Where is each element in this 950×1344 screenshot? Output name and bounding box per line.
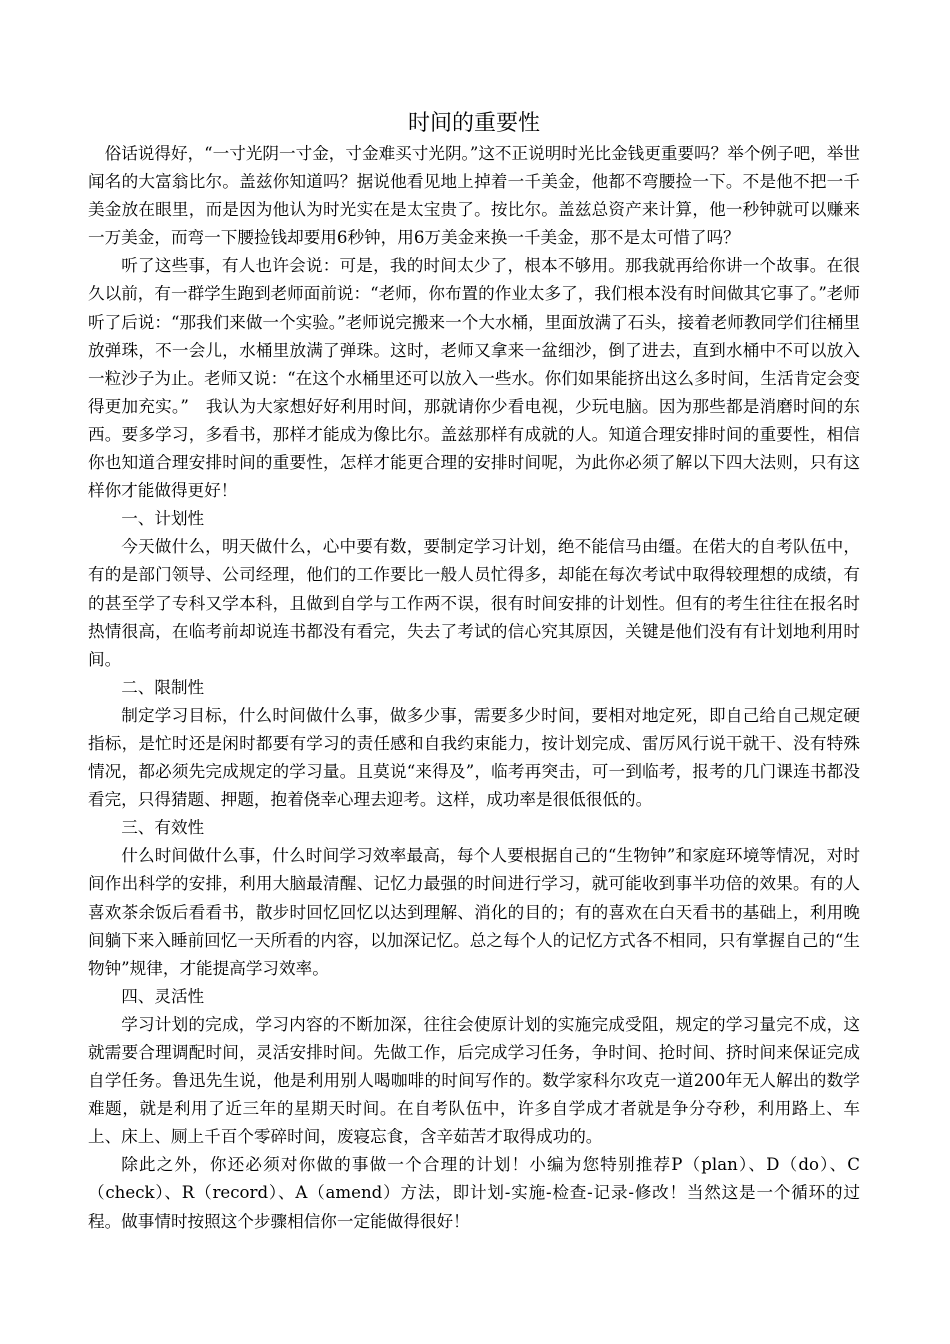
section-body-planning: 今天做什么，明天做什么，心中要有数，要制定学习计划，绝不能信马由缰。在偌大的自考队伍中，有的是部门领导、公司经理，他们的工作要比一般人员忙得多，却能在每次考试中取得较理想的成绩，有的甚至学了专科又学本科，且做到自学与工作两不误，很有时间安排的计划性。但有的考生往往在报名时热情很高，在临考前却说连书都没有看完，失去了考试的信心究其原因，关键是他们没有有计划地利用时间。 [88, 537, 860, 669]
closing-paragraph: 除此之外，你还必须对你做的事做一个合理的计划！小编为您特别推荐P（plan）、D（do）、C（check）、R（record）、A（amend）方法，即计划-实施-检查-记录-修改！当然这是一个循环的过程。做事情时按照这个步骤相信你一定能做得很好！ [88, 1155, 860, 1231]
section-body-restriction: 制定学习目标，什么时间做什么事，做多少事，需要多少时间，要相对地定死，即自己给自己规定硬指标，是忙时还是闲时都要有学习的责任感和自我约束能力，按计划完成、雷厉风行说干就干、没有特殊情况，都必须先完成规定的学习量。且莫说“来得及”，临考再突击，可一到临考，报考的几门课连书都没看完，只得猜题、押题，抱着侥幸心理去迎考。这样，成功率是很低很低的。 [88, 705, 860, 810]
story-paragraph: 听了这些事，有人也许会说：可是，我的时间太少了，根本不够用。那我就再给你讲一个故事。在很久以前，有一群学生跑到老师面前说：“老师，你布置的作业太多了，我们根本没有时间做其它事了。”老师听了后说：“那我们来做一个实验。”老师说完搬来一个大水桶，里面放满了石头，接着老师教同学们往桶里放弹珠，不一会儿，水桶里放满了弹珠。这时，老师又拿来一盆细沙，倒了进去，直到水桶中不可以放入一粒沙子为止。老师又说：“在这个水桶里还可以放入一些水。你们如果能挤出这么多时间，生活肯定会变得更加充实。” 我认为大家想好好利用时间，那就请你少看电视，少玩电脑。因为那些都是消磨时间的东西。要多学习，多看书，那样才能成为像比尔。盖兹那样有成就的人。知道合理安排时间的重要性，相信你也知道合理安排时间的重要性，怎样才能更合理的安排时间呢，为此你必须了解以下四大法则，只有这样你才能做得更好！ [88, 256, 860, 501]
intro-paragraph: 俗话说得好，“一寸光阴一寸金，寸金难买寸光阴。”这不正说明时光比金钱更重要吗？举个例子吧，举世闻名的大富翁比尔。盖兹你知道吗？据说他看见地上掉着一千美金，他都不弯腰捡一下。不是他不把一千美金放在眼里，而是因为他认为时光实在是太宝贵了。按比尔。盖兹总资产来计算，他一秒钟就可以赚来一万美金，而弯一下腰捡钱却要用6秒钟，用6万美金来换一千美金，那不是太可惜了吗？ [88, 144, 860, 248]
section-body-effectiveness: 什么时间做什么事，什么时间学习效率最高，每个人要根据自己的“生物钟”和家庭环境等情况，对时间作出科学的安排，利用大脑最清醒、记忆力最强的时间进行学习，就可能收到事半功倍的效果。有的人喜欢茶余饭后看看书，散步时回忆回忆以达到理解、消化的目的；有的喜欢在白天看书的基础上，利用晚间躺下来入睡前回忆一天所看的内容，以加深记忆。总之每个人的记忆方式各不相同，只有掌握自己的“生物钟”规律，才能提高学习效率。 [88, 846, 860, 978]
section-heading-planning: 一、计划性 [121, 509, 205, 529]
document-title: 时间的重要性 [407, 111, 540, 136]
section-heading-effectiveness: 三、有效性 [121, 818, 205, 838]
document-page [88, 108, 860, 1236]
section-heading-flexibility: 四、灵活性 [121, 986, 205, 1006]
section-body-flexibility: 学习计划的完成，学习内容的不断加深，往往会使原计划的实施完成受阻，规定的学习量完不成，这就需要合理调配时间，灵活安排时间。先做工作，后完成学习任务，争时间、抢时间、挤时间来保证完成自学任务。鲁迅先生说，他是利用别人喝咖啡的时间写作的。数学家科尔攻克一道200年无人解出的数学难题，就是利用了近三年的星期天时间。在自考队伍中，许多自学成才者就是争分夺秒，利用路上、车上、床上、厕上千百个零碎时间，废寝忘食，含辛茹苦才取得成功的。 [88, 1014, 860, 1147]
section-heading-restriction: 二、限制性 [121, 677, 205, 697]
